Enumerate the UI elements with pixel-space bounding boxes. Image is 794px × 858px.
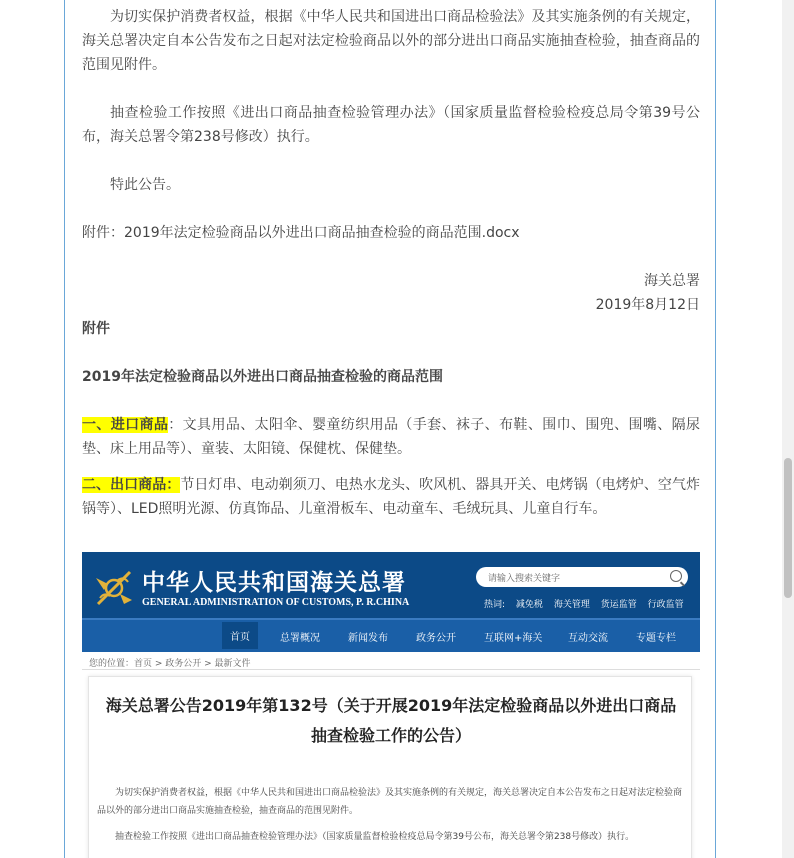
hot-word[interactable]: 海关管理 (553, 600, 590, 610)
signer: 海关总署 (644, 273, 700, 289)
attachment-link[interactable]: 附件：2019年法定检验商品以外进出口商品抽查检验的商品范围.docx (82, 225, 520, 241)
hot-label: 热词: (484, 600, 506, 610)
search-icon[interactable] (670, 570, 682, 582)
customs-emblem-icon (90, 564, 138, 610)
site-name-en: GENERAL ADMINISTRATION OF CUSTOMS, P. R.CHINA (142, 597, 410, 608)
site-name-cn: 中华人民共和国海关总署 (142, 569, 406, 596)
notice-title: 海关总署公告2019年第132号（关于开展2019年法定检验商品以外进出口商品抽查检验工作的公告） (105, 696, 677, 745)
paragraph-1: 为切实保护消费者权益，根据《中华人民共和国进出口商品检验法》及其实施条例的有关规定，海关总署决定自本公告发布之日起对法定检验商品以外的部分进出口商品实施抽查检验，抽查商品的范围见附件。 (82, 9, 700, 73)
export-label: 二、出口商品： (82, 477, 181, 493)
notice-paragraph-1: 为切实保护消费者权益，根据《中华人民共和国进出口商品检验法》及其实施条例的有关规定，海关总署决定自本公告发布之日起对法定检验商品以外的部分进出口商品实施抽查检验，抽查商品的范围见附件。 (97, 788, 683, 816)
export-goods (82, 473, 700, 521)
hot-word[interactable]: 行政监管 (647, 600, 684, 610)
import-label: 一、进口商品 (82, 417, 169, 433)
nav-home[interactable]: 首页 (222, 622, 258, 649)
nav-about[interactable]: 总署概况 (280, 633, 320, 644)
nav-topics[interactable]: 专题专栏 (636, 633, 676, 644)
site-search-input[interactable] (476, 567, 688, 587)
nav-news[interactable]: 新闻发布 (348, 633, 388, 644)
nav-internet-customs[interactable]: 互联网+海关 (484, 633, 543, 644)
nav-interaction[interactable]: 互动交流 (568, 633, 608, 644)
notice-card (88, 676, 692, 858)
breadcrumb: 您的位置：首页 > 政务公开 > 最新文件 (89, 659, 251, 669)
paragraph-3: 特此公告。 (110, 177, 180, 193)
article-body (82, 0, 700, 521)
date: 2019年8月12日 (595, 297, 700, 313)
divider (82, 669, 700, 670)
embedded-website-screenshot (82, 552, 700, 858)
paragraph-2: 抽查检验工作按照《进出口商品抽查检验管理办法》（国家质量监督检验检疫总局令第39号公布，海关总署令第238号修改）执行。 (82, 105, 700, 145)
nav-gov-affairs[interactable]: 政务公开 (416, 633, 456, 644)
scrollbar-thumb[interactable] (784, 458, 792, 598)
hot-word[interactable]: 减免税 (515, 600, 543, 610)
notice-paragraph-2: 抽查检验工作按照《进出口商品抽查检验管理办法》（国家质量监督检验检疫总局令第39号公布，海关总署令第238号修改）执行。 (115, 832, 635, 842)
site-nav (82, 618, 700, 652)
hot-word[interactable]: 货运监管 (600, 600, 637, 610)
export-text: 节日灯串、电动剃须刀、电热水龙头、吹风机、器具开关、电烤锅（电烤炉、空气炸锅等）、LED照明光源、仿真饰品、儿童滑板车、电动童车、毛绒玩具、儿童自行车。 (82, 477, 701, 517)
appendix-label: 附件 (82, 321, 110, 337)
hot-words (484, 597, 692, 610)
site-header (82, 552, 700, 618)
import-goods (82, 413, 700, 461)
page-scrollbar[interactable] (782, 0, 794, 858)
appendix-title: 2019年法定检验商品以外进出口商品抽查检验的商品范围 (82, 369, 443, 385)
search-placeholder: 请输入搜索关键字 (488, 574, 561, 584)
notice-body (97, 784, 685, 854)
import-text: ：文具用品、太阳伞、婴童纺织用品（手套、袜子、布鞋、围巾、围兜、围嘴、隔尿垫、床上用品等）、童装、太阳镜、保健枕、保健垫。 (82, 417, 701, 457)
